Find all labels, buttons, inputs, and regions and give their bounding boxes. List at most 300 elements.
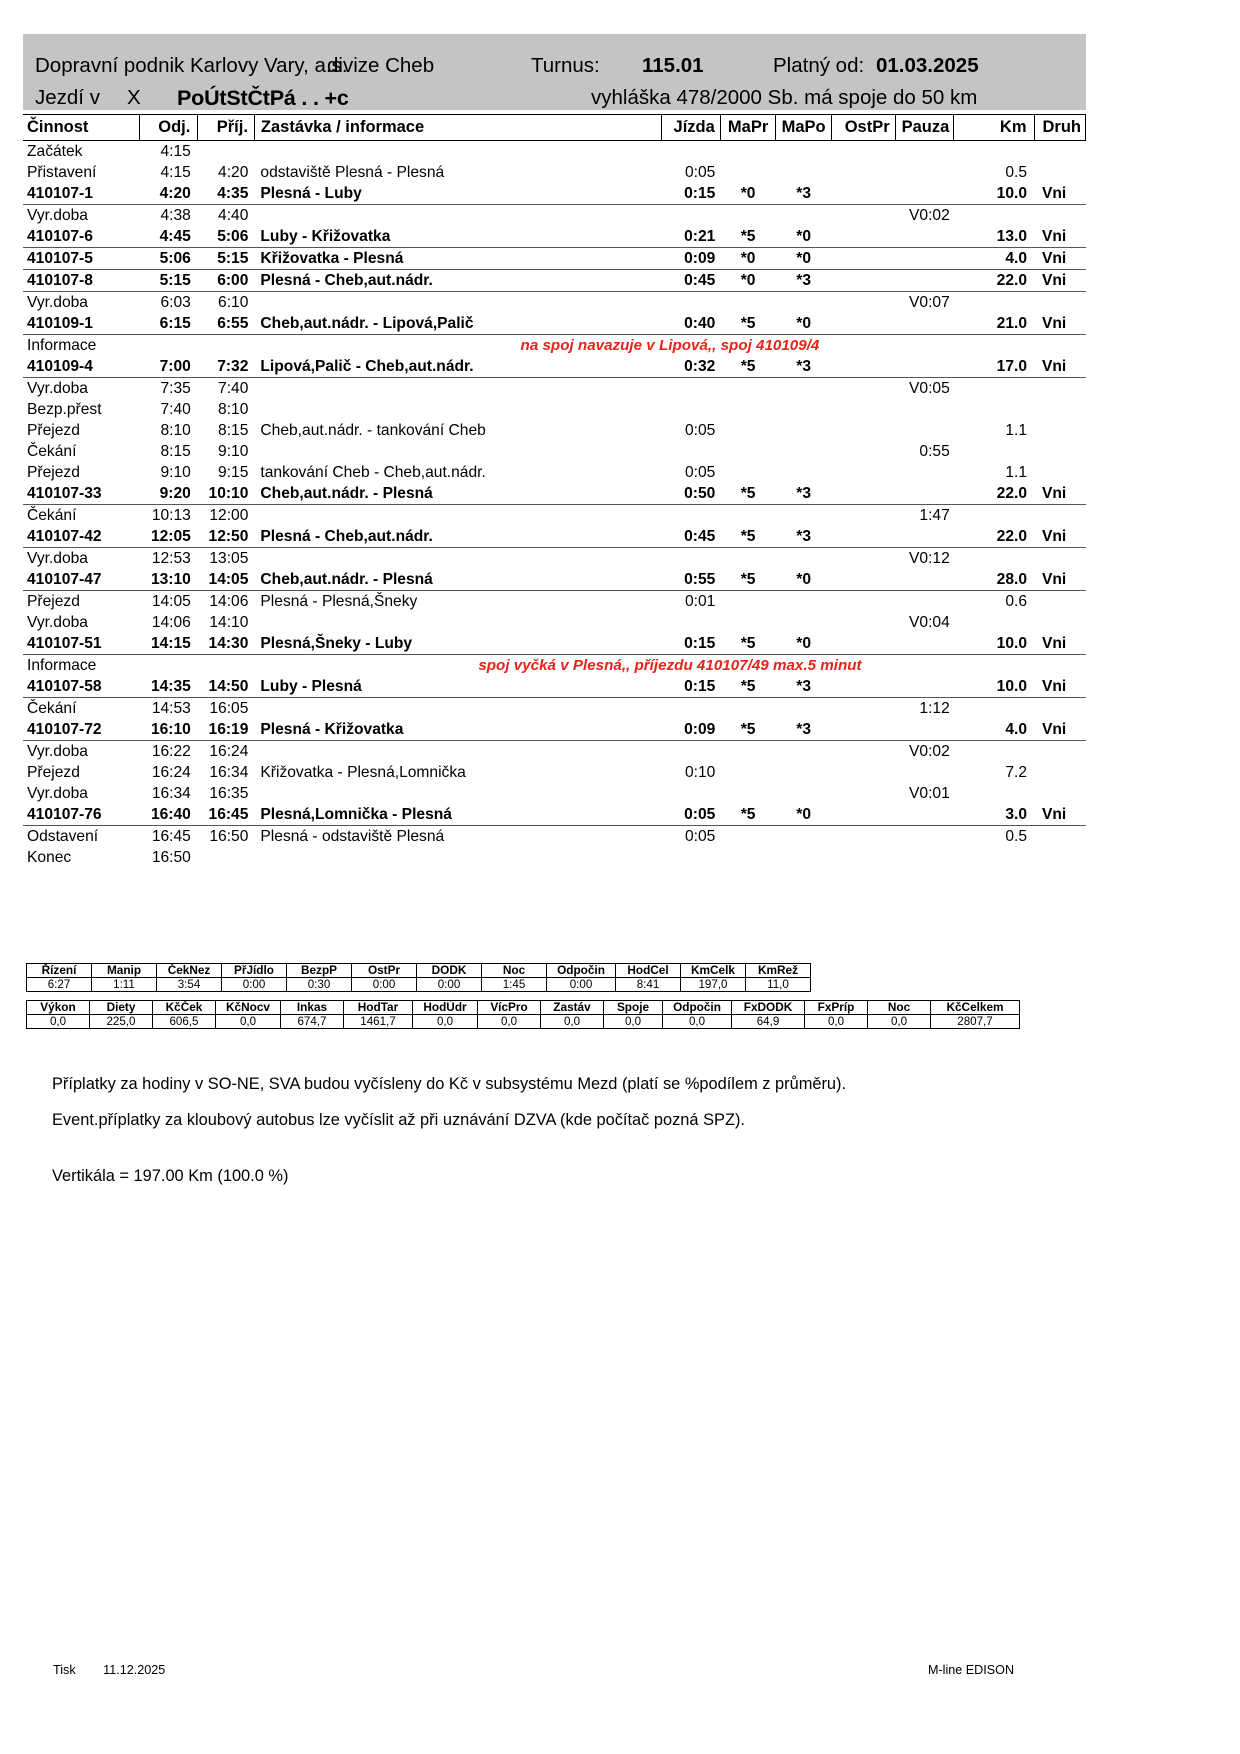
summary-col-header: FxDODK [732, 1001, 805, 1015]
cell-zastavka: Lipová,Palič - Cheb,aut.nádr. [260, 358, 474, 375]
table-row [23, 719, 1086, 741]
summary-col-header: VícPro [478, 1001, 541, 1015]
cell-zastavka [254, 741, 661, 763]
cell-ostpr [831, 399, 895, 420]
cell-mapr: *5 [740, 315, 756, 332]
cell-pauza [895, 804, 954, 826]
cell-zastavka: Plesná - Cheb,aut.nádr. [260, 528, 433, 545]
cell-zastavka: tankování Cheb - Cheb,aut.nádr. [260, 464, 486, 481]
table-row [23, 248, 1086, 270]
cell-pauza: V0:02 [895, 205, 954, 227]
cell-jizda: 0:15 [684, 678, 716, 695]
cell-ostpr [831, 698, 895, 720]
division-name: divize Cheb [327, 54, 435, 77]
table-row [23, 655, 1086, 677]
table-row [23, 526, 1086, 548]
cell-druh [1034, 292, 1086, 314]
cell-km [954, 441, 1034, 462]
cell-prijezd: 5:15 [198, 248, 255, 270]
valid-from-label: Platný od: [773, 54, 865, 77]
cell-ostpr [831, 762, 895, 783]
table-body [23, 141, 1086, 869]
table-row [23, 378, 1086, 400]
cell-druh: Vni [1042, 806, 1067, 823]
cell-prijezd: 6:00 [198, 270, 255, 292]
cell-odjezd: 7:00 [159, 358, 191, 375]
cell-prijezd: 7:40 [198, 378, 255, 400]
cell-mapo: *3 [796, 358, 811, 375]
cell-pauza [895, 483, 954, 505]
cell-pauza [895, 183, 954, 205]
cell-odjezd: 16:34 [151, 785, 191, 802]
summary-col-value: 0,0 [663, 1015, 732, 1029]
cell-odjezd: 9:20 [159, 485, 191, 502]
cell-mapo [776, 826, 832, 848]
cell-druh [1034, 847, 1086, 868]
cell-mapr [720, 612, 776, 633]
cell-cinnost: 410107-42 [27, 528, 102, 545]
cell-ostpr [831, 356, 895, 378]
cell-druh [1034, 462, 1086, 483]
cell-odjezd: 10:13 [139, 505, 198, 527]
cell-mapr [720, 399, 776, 420]
cell-zastavka: Plesná - Cheb,aut.nádr. [254, 270, 661, 292]
cell-odjezd: 14:35 [150, 678, 191, 695]
cell-ostpr [831, 633, 895, 655]
cell-ostpr [831, 162, 895, 183]
cell-jizda: 0:09 [662, 248, 721, 270]
cell-km: 22.0 [996, 485, 1027, 502]
cell-ostpr [831, 270, 895, 292]
cell-druh [1034, 591, 1086, 613]
summary-table-hours [26, 963, 811, 992]
cell-druh [1034, 162, 1086, 183]
cell-druh [1034, 612, 1086, 633]
summary-col-header: Výkon [27, 1001, 90, 1015]
cell-odjezd: 5:06 [139, 248, 198, 270]
cell-ostpr [831, 783, 895, 804]
cell-odjezd: 9:10 [160, 464, 191, 481]
cell-prijezd: 16:34 [209, 764, 249, 781]
cell-zastavka: Plesná - Plesná,Šneky [254, 591, 661, 613]
cell-odjezd: 4:20 [159, 185, 191, 202]
cell-km: 17.0 [996, 358, 1027, 375]
summary-col-header: DODK [417, 964, 482, 978]
cell-odjezd: 6:03 [139, 292, 198, 314]
summary-col-header: Odpočin [663, 1001, 732, 1015]
cell-km: 0.5 [954, 826, 1034, 848]
cell-jizda: 0:09 [684, 721, 716, 738]
cell-ostpr [831, 378, 895, 400]
summary-col-header: HodCel [616, 964, 681, 978]
cell-prijezd: 14:10 [209, 614, 249, 631]
cell-km [954, 698, 1034, 720]
cell-km: 0.5 [1005, 164, 1027, 181]
cell-km: 21.0 [996, 315, 1027, 332]
cell-ostpr [831, 248, 895, 270]
summary-col-header: Noc [868, 1001, 931, 1015]
cell-jizda [662, 505, 721, 527]
summary-col-header: KmRež [746, 964, 811, 978]
cell-pauza [895, 356, 954, 378]
summary-col-value: 3:54 [157, 978, 222, 992]
regulation-note: vyhláška 478/2000 Sb. má spoje do 50 km [591, 86, 978, 109]
cell-cinnost: Vyr.doba [23, 205, 139, 227]
cell-mapo: *3 [796, 678, 811, 695]
summary-col-value: 197,0 [681, 978, 746, 992]
summary-col-header: Zastáv [541, 1001, 604, 1015]
cell-cinnost: Informace [23, 655, 139, 677]
cell-mapo [776, 612, 832, 633]
cell-mapr: *5 [740, 721, 756, 738]
turnus-label: Turnus: [531, 54, 600, 77]
cell-prijezd: 6:55 [217, 315, 249, 332]
cell-cinnost: Vyr.doba [23, 741, 139, 763]
cell-cinnost: Konec [27, 849, 72, 866]
cell-ostpr [831, 526, 895, 548]
cell-cinnost: Informace [23, 335, 139, 357]
cell-zastavka: Plesná,Lomnička - Plesná [260, 806, 452, 823]
cell-km: 1.1 [1005, 464, 1027, 481]
table-row [23, 698, 1086, 720]
cell-ostpr [831, 313, 895, 335]
cell-prijezd: 4:35 [217, 185, 249, 202]
cell-jizda [662, 292, 721, 314]
cell-zastavka: Plesná,Šneky - Luby [260, 635, 413, 652]
cell-prijezd: 16:24 [198, 741, 255, 763]
cell-mapo [776, 548, 832, 570]
summary-col-value: 0,0 [868, 1015, 931, 1029]
header-line-2 [23, 86, 1086, 115]
cell-prijezd: 5:06 [217, 228, 249, 245]
cell-jizda [662, 205, 721, 227]
cell-prijezd: 12:50 [208, 528, 249, 545]
cell-mapr: *5 [740, 485, 756, 502]
cell-pauza: 1:47 [895, 505, 954, 527]
cell-jizda [662, 548, 721, 570]
cell-druh [1034, 826, 1086, 848]
cell-km [954, 292, 1034, 314]
summary-1-value-row [27, 978, 811, 992]
cell-mapo [776, 698, 832, 720]
cell-km [954, 141, 1034, 163]
cell-jizda: 0:10 [684, 764, 716, 781]
cell-km: 28.0 [996, 571, 1027, 588]
cell-pauza: V0:01 [909, 785, 950, 802]
cell-ostpr [831, 505, 895, 527]
cell-mapr: *0 [720, 270, 776, 292]
cell-prijezd [198, 847, 255, 868]
cell-prijezd: 6:10 [198, 292, 255, 314]
cell-jizda [662, 783, 721, 804]
cell-mapr: *5 [740, 635, 756, 652]
cell-prijezd: 10:10 [208, 485, 249, 502]
col-header-cinnost: Činnost [23, 115, 139, 141]
table-row [23, 591, 1086, 613]
cell-jizda: 0:21 [684, 228, 716, 245]
cell-druh: Vni [1034, 270, 1086, 292]
cell-km: 22.0 [996, 528, 1027, 545]
summary-col-header: PřJídlo [222, 964, 287, 978]
note-articulated-bus: Event.příplatky za kloubový autobus lze vyčíslit až při uznávání DZVA (kde počítač pozná SPZ). [52, 1111, 745, 1129]
summary-col-value: 1:11 [92, 978, 157, 992]
summary-col-value: 1:45 [482, 978, 547, 992]
cell-mapo [776, 162, 832, 183]
cell-km: 10.0 [996, 635, 1027, 652]
summary-col-value: 0,0 [216, 1015, 281, 1029]
cell-cinnost: Přejezd [23, 591, 139, 613]
cell-druh: Vni [1034, 248, 1086, 270]
cell-pauza [895, 226, 954, 248]
table-row [23, 399, 1086, 420]
table-row [23, 462, 1086, 483]
summary-col-header: KčNocv [216, 1001, 281, 1015]
cell-odjezd: 7:40 [160, 401, 191, 418]
operating-days-value: PoÚtStČtPá . . +c [177, 86, 349, 110]
cell-km: 7.2 [1005, 764, 1027, 781]
cell-ostpr [831, 441, 895, 462]
cell-ostpr [831, 591, 895, 613]
cell-mapr: *5 [740, 528, 756, 545]
cell-zastavka [254, 505, 661, 527]
table-row [23, 270, 1086, 292]
cell-mapr [720, 698, 776, 720]
cell-prijezd: 13:05 [198, 548, 255, 570]
cell-mapo [776, 292, 832, 314]
table-row [23, 183, 1086, 205]
summary-col-value: 0,0 [604, 1015, 663, 1029]
cell-zastavka: Cheb,aut.nádr. - tankování Cheb [260, 422, 486, 439]
cell-pauza [895, 399, 954, 420]
cell-mapo: *3 [796, 528, 811, 545]
summary-col-value: 8:41 [616, 978, 681, 992]
cell-odjezd: 4:15 [160, 143, 191, 160]
cell-prijezd: 7:32 [217, 358, 249, 375]
cell-mapr: *5 [740, 571, 756, 588]
cell-mapo: *3 [776, 270, 832, 292]
valid-from-value: 01.03.2025 [876, 54, 979, 77]
cell-druh [1034, 783, 1086, 804]
summary-col-value: 11,0 [746, 978, 811, 992]
cell-druh [1034, 378, 1086, 400]
summary-col-value: 0:00 [222, 978, 287, 992]
note-surcharges: Příplatky za hodiny v SO-NE, SVA budou vyčísleny do Kč v subsystému Mezd (platí se %podílem z průměru). [52, 1075, 847, 1093]
cell-zastavka: Křižovatka - Plesná [254, 248, 661, 270]
summary-col-value: 6:27 [27, 978, 92, 992]
turnus-value: 115.01 [642, 54, 704, 77]
table-row [23, 804, 1086, 826]
cell-cinnost: Čekání [27, 443, 77, 460]
cell-cinnost: Začátek [27, 143, 83, 160]
cell-jizda: 0:40 [684, 315, 716, 332]
cell-mapo [776, 847, 832, 868]
cell-jizda: 0:05 [684, 422, 716, 439]
cell-cinnost: Vyr.doba [27, 614, 88, 631]
cell-odjezd: 16:22 [139, 741, 198, 763]
cell-pauza [895, 591, 954, 613]
document-header-banner [23, 34, 1086, 110]
table-row [23, 505, 1086, 527]
cell-information-note: na spoj navazuje v Lipová,, spoj 410109/4 [254, 335, 1085, 357]
cell-mapr [720, 462, 776, 483]
cell-mapo [776, 783, 832, 804]
cell-druh: Vni [1042, 485, 1067, 502]
cell-pauza [895, 420, 954, 441]
cell-mapr [720, 205, 776, 227]
header-line-1 [23, 54, 1086, 83]
footer-print-date: 11.12.2025 [103, 1663, 166, 1677]
cell-km [954, 548, 1034, 570]
cell-cinnost: 410107-1 [27, 185, 93, 202]
cell-mapo [776, 420, 832, 441]
cell-mapr [720, 141, 776, 163]
cell-mapo: *0 [796, 806, 811, 823]
cell-jizda: 0:15 [684, 635, 716, 652]
cell-pauza: 1:12 [895, 698, 954, 720]
summary-col-header: FxPríp [805, 1001, 868, 1015]
cell-cinnost: Vyr.doba [23, 548, 139, 570]
summary-table-2-wrapper [26, 1000, 1020, 1029]
table-row [23, 826, 1086, 848]
summary-col-header: KmCelk [681, 964, 746, 978]
cell-mapo: *3 [796, 485, 811, 502]
cell-odjezd [139, 655, 198, 677]
table-row [23, 633, 1086, 655]
cell-cinnost: 410107-5 [23, 248, 139, 270]
cell-odjezd: 4:38 [139, 205, 198, 227]
cell-ostpr [831, 741, 895, 763]
cell-zastavka: Cheb,aut.nádr. - Plesná [260, 485, 433, 502]
cell-zastavka: odstaviště Plesná - Plesná [260, 164, 445, 181]
cell-ostpr [831, 462, 895, 483]
summary-col-value: 0:00 [547, 978, 616, 992]
cell-pauza: V0:12 [895, 548, 954, 570]
col-header-mapo: MaPo [776, 115, 832, 141]
cell-zastavka: Křižovatka - Plesná,Lomnička [260, 764, 466, 781]
cell-mapr: *5 [740, 358, 756, 375]
operating-days-label: Jezdí v [35, 86, 100, 109]
cell-pauza [895, 313, 954, 335]
cell-prijezd: 14:50 [208, 678, 249, 695]
cell-odjezd: 8:15 [160, 443, 191, 460]
cell-prijezd: 9:15 [218, 464, 249, 481]
cell-mapo: *3 [796, 721, 811, 738]
table-row [23, 205, 1086, 227]
cell-pauza [895, 762, 954, 783]
cell-odjezd [139, 335, 198, 357]
cell-jizda: 0:55 [684, 571, 716, 588]
col-header-km: Km [954, 115, 1034, 141]
cell-ostpr [831, 569, 895, 591]
table-row [23, 612, 1086, 633]
cell-mapo [776, 378, 832, 400]
cell-prijezd [198, 141, 255, 163]
cell-odjezd: 16:40 [150, 806, 191, 823]
cell-jizda [662, 399, 721, 420]
summary-col-value: 606,5 [153, 1015, 216, 1029]
summary-col-header: Spoje [604, 1001, 663, 1015]
cell-cinnost: Odstavení [23, 826, 139, 848]
cell-cinnost: 410107-72 [27, 721, 102, 738]
cell-cinnost: 410107-76 [27, 806, 102, 823]
cell-mapo [776, 205, 832, 227]
cell-odjezd: 5:15 [139, 270, 198, 292]
table-row [23, 335, 1086, 357]
summary-col-value: 0,0 [478, 1015, 541, 1029]
cell-druh: Vni [1042, 528, 1067, 545]
cell-mapr [720, 441, 776, 462]
cell-pauza [895, 526, 954, 548]
cell-jizda: 0:15 [684, 185, 716, 202]
table-row [23, 762, 1086, 783]
cell-prijezd: 8:10 [218, 401, 249, 418]
summary-col-header: KčCelkem [931, 1001, 1020, 1015]
cell-mapr: *5 [740, 228, 756, 245]
summary-col-header: Noc [482, 964, 547, 978]
cell-jizda [662, 698, 721, 720]
cell-cinnost: 410107-51 [27, 635, 102, 652]
cell-pauza: V0:02 [895, 741, 954, 763]
table-row [23, 741, 1086, 763]
cell-jizda [662, 441, 721, 462]
col-header-odj: Odj. [139, 115, 198, 141]
summary-col-header: KčČek [153, 1001, 216, 1015]
cell-km: 4.0 [1005, 721, 1027, 738]
cell-zastavka [254, 441, 661, 462]
cell-km: 4.0 [954, 248, 1034, 270]
cell-cinnost: Vyr.doba [23, 378, 139, 400]
cell-prijezd: 16:35 [209, 785, 249, 802]
summary-col-value: 0,0 [27, 1015, 90, 1029]
cell-pauza [895, 826, 954, 848]
cell-km: 10.0 [996, 185, 1027, 202]
summary-col-value: 0:00 [417, 978, 482, 992]
cell-odjezd: 12:53 [139, 548, 198, 570]
cell-ostpr [831, 847, 895, 868]
cell-druh [1034, 698, 1086, 720]
cell-odjezd: 14:06 [151, 614, 191, 631]
cell-cinnost: Přejezd [27, 464, 80, 481]
cell-ostpr [831, 205, 895, 227]
cell-mapr [720, 162, 776, 183]
cell-cinnost: 410107-58 [27, 678, 102, 695]
cell-druh: Vni [1042, 571, 1067, 588]
cell-odjezd: 16:45 [139, 826, 198, 848]
cell-km [954, 847, 1034, 868]
cell-jizda: 0:05 [684, 164, 716, 181]
summary-col-header: OstPr [352, 964, 417, 978]
cell-ostpr [831, 483, 895, 505]
cell-druh: Vni [1042, 358, 1067, 375]
cell-mapo [776, 741, 832, 763]
cell-cinnost: 410109-1 [27, 315, 93, 332]
cell-mapr [720, 378, 776, 400]
cell-ostpr [831, 826, 895, 848]
cell-odjezd: 6:15 [159, 315, 191, 332]
table-row [23, 226, 1086, 248]
cell-druh [1034, 505, 1086, 527]
cell-zastavka [254, 399, 661, 420]
cell-druh: Vni [1042, 185, 1067, 202]
cell-pauza [895, 569, 954, 591]
cell-druh: Vni [1042, 678, 1067, 695]
cell-prijezd: 8:15 [218, 422, 249, 439]
cell-cinnost: 410107-33 [27, 485, 102, 502]
cell-odjezd: 16:24 [151, 764, 191, 781]
cell-mapo [776, 399, 832, 420]
summary-col-value: 2807,7 [931, 1015, 1020, 1029]
summary-col-value: 0:00 [352, 978, 417, 992]
